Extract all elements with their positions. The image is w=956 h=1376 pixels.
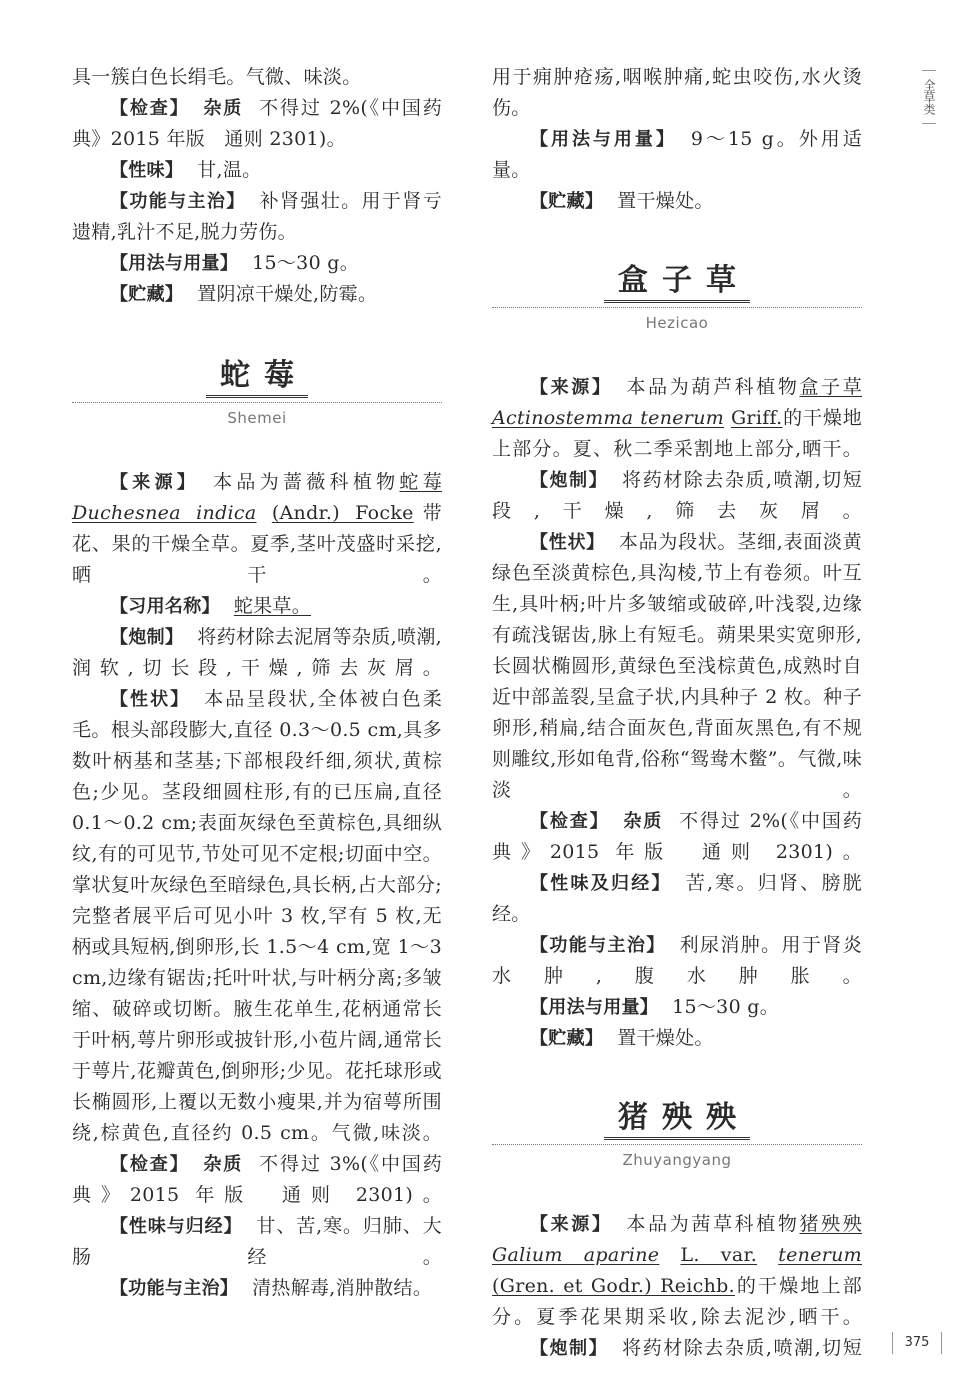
taste-label: 【性味及归经】: [530, 873, 672, 894]
latin-author: (Andr.) Focke: [271, 502, 414, 524]
usage-label: 【用法与用量】: [110, 253, 239, 274]
latin-author: L. var.: [680, 1244, 758, 1266]
processing-text: 将药材除去泥屑等杂质,喷潮,润软,切长段,干燥,筛去灰屑。: [72, 626, 443, 679]
processing-section: [492, 1333, 862, 1364]
function-text: 清热解毒,消肿散结。: [252, 1277, 433, 1299]
continued-text: 具一簇白色长绢毛。气微、味淡。: [72, 66, 362, 88]
taste-section: [72, 155, 442, 186]
function-section: [72, 186, 442, 248]
processing-label: 【炮制】: [110, 627, 184, 648]
source-section: 【来源】 本品为葫芦科植物盒子草 Actinostemma tenerum Griff.的干燥地上部分。夏、秋二季采割地上部分,晒干。: [492, 376, 862, 460]
storage-text: 置干燥处。: [617, 190, 714, 212]
taste-text: 甘、苦,寒。归肺、大肠经。: [72, 1215, 442, 1268]
side-tab: [918, 70, 940, 124]
title-divider: [492, 1144, 862, 1145]
character-text: 本品呈段状,全体被白色柔毛。根头部段膨大,直径 0.3～0.5 cm,具多数叶柄基和茎基;下部根段纤细,须状,黄棕色;少见。茎段细圆柱形,有的已压扁,直径 0.1～0.2 cm;表面灰绿色至黄棕色,具细纵纹,有的可见节,节处可见不定根;切面中空。掌状复叶灰绿色至暗绿色,具长柄,占大部分;完整者展平后可见小叶 3 枚,罕有 5 枚,无柄或具短柄,倒卵形,长 1.5～4 cm,宽 1～3 cm,边缘有锯齿;托叶叶状,与叶柄分离;多皱缩、破碎或切断。腋生花单生,花柄通常长于叶柄,萼片卵形或披针形,小苞片阔,通常长于萼片,花瓣黄色,倒卵形;少见。花托球形或长椭圆形,上覆以无数小瘦果,并为宿萼所围绕,棕黄色,直径约 0.5 cm。气微,味淡。: [72, 688, 443, 1144]
function-label: 【功能与主治】: [110, 191, 246, 212]
taste-section: [72, 1211, 442, 1273]
latin-name: Actinostemma tenerum: [492, 407, 725, 429]
usage-label: 【用法与用量】: [530, 997, 659, 1018]
title-divider: [492, 307, 862, 308]
processing-label: 【炮制】: [530, 470, 609, 491]
processing-text: 将药材除去杂质,喷潮,切短段,干燥,筛去灰屑。: [492, 469, 862, 522]
right-column: [492, 62, 862, 1364]
storage-label: 【贮藏】: [110, 284, 184, 305]
latin-name: Duchesnea indica: [72, 502, 257, 524]
title-divider: [72, 402, 442, 403]
source-label: 【来源】: [110, 472, 200, 493]
entry-title-shemei: 蛇莓: [72, 356, 442, 396]
check-text: 不得过 2%(《中国药典》2015 年版 通则 2301)。: [492, 810, 862, 863]
alias-label: 【习用名称】: [110, 596, 220, 617]
usage-section: [492, 124, 862, 186]
check-text: 不得过 3%(《中国药典》2015 年版 通则 2301)。: [72, 1153, 442, 1206]
entry-pinyin: Zhuyangyang: [622, 1151, 732, 1169]
latin-author-2: (Gren. et Godr.) Reichb.: [492, 1275, 735, 1297]
taste-text: 苦,寒。归肾、膀胱经。: [492, 872, 862, 925]
check-sub-label: 杂质: [203, 1154, 244, 1175]
side-tab-label: 全草类: [922, 79, 936, 115]
side-tab-bottom-rule: [922, 123, 936, 124]
usage-section: [72, 248, 442, 279]
check-text: 不得过 2%(《中国药典》2015 年版 通则 2301)。: [72, 97, 442, 150]
entry-title-hezicao: 盒子草: [492, 261, 862, 301]
processing-section: [492, 465, 862, 527]
storage-section: [72, 279, 442, 310]
usage-text: 15～30 g。: [672, 996, 780, 1018]
check-sub-label: 杂质: [203, 98, 244, 119]
usage-label: 【用法与用量】: [530, 129, 677, 150]
function-text: 利尿消肿。用于肾炎水肿,腹水肿胀。: [492, 934, 862, 987]
usage-text: 15～30 g。: [252, 252, 360, 274]
function-section: [492, 930, 862, 992]
usage-text: 9～15 g。外用适量。: [492, 128, 862, 181]
check-label: 【检查】: [110, 98, 190, 119]
plant-name: 猪殃殃: [799, 1213, 862, 1235]
storage-text: 置干燥处。: [617, 1027, 714, 1049]
latin-author: Griff.: [730, 407, 783, 429]
storage-section: [492, 1023, 862, 1054]
latin-variety: tenerum: [778, 1244, 862, 1266]
function-section: [72, 1273, 442, 1304]
source-label: 【来源】: [530, 377, 613, 398]
alias-text: 蛇果草。: [233, 595, 312, 617]
check-label: 【检查】: [110, 1154, 190, 1175]
storage-text: 置阴凉干燥处,防霉。: [197, 283, 378, 305]
source-section: 【来源】 本品为蔷薇科植物蛇莓 Duchesnea indica (Andr.) Focke带花、果的干燥全草。夏季,茎叶茂盛时采挖,晒干。: [72, 471, 443, 586]
usage-section: [492, 992, 862, 1023]
latin-name: Galium aparine: [492, 1244, 660, 1266]
taste-text: 甘,温。: [197, 159, 262, 181]
processing-label: 【炮制】: [530, 1338, 609, 1359]
storage-label: 【贮藏】: [530, 1028, 604, 1049]
check-section: [492, 806, 862, 868]
taste-section: [492, 868, 862, 930]
check-section: [72, 1149, 442, 1211]
left-column: [72, 62, 442, 1304]
character-section: [492, 527, 862, 806]
source-label: 【来源】: [530, 1214, 613, 1235]
character-text: 本品为段状。茎细,表面淡黄绿色至淡黄棕色,具沟棱,节上有卷须。叶互生,具叶柄;叶片多皱缩或破碎,叶浅裂,边缘有疏浅锯齿,脉上有短毛。蒴果果实宽卵形,长圆状椭圆形,黄绿色至浅棕黄色,成熟时自近中部盖裂,呈盒子状,内具种子 2 枚。种子卵形,稍扁,结合面灰色,背面灰黑色,有不规则雕纹,形如龟背,俗称“鸳鸯木鳖”。气微,味淡。: [492, 531, 862, 801]
check-label: 【检查】: [530, 811, 610, 832]
storage-label: 【贮藏】: [530, 191, 604, 212]
processing-section: [72, 622, 442, 684]
character-label: 【性状】: [530, 532, 605, 553]
storage-section: [492, 186, 862, 217]
plant-name: 蛇莓: [399, 471, 443, 493]
plant-name: 盒子草: [799, 376, 862, 398]
entry-title-zhuyangyang: 猪殃殃: [492, 1098, 862, 1138]
continued-text: 用于痈肿疮疡,咽喉肿痛,蛇虫咬伤,水火烫伤。: [492, 66, 862, 119]
character-section: [72, 684, 442, 1149]
entry-pinyin: Shemei: [227, 409, 287, 427]
taste-label: 【性味】: [110, 160, 184, 181]
alias-section: [72, 591, 442, 622]
page-number: 375: [892, 1332, 942, 1354]
character-label: 【性状】: [110, 689, 191, 710]
taste-label: 【性味与归经】: [110, 1216, 243, 1237]
function-label: 【功能与主治】: [110, 1278, 239, 1299]
function-label: 【功能与主治】: [530, 935, 666, 956]
check-sub-label: 杂质: [623, 811, 664, 832]
entry-pinyin: Hezicao: [645, 314, 709, 332]
check-section: [72, 93, 442, 155]
processing-text: 将药材除去杂质,喷潮,切短: [622, 1337, 862, 1359]
function-text: 补肾强壮。用于肾亏遗精,乳汁不足,脱力劳伤。: [72, 190, 442, 243]
source-section: 【来源】 本品为茜草科植物猪殃殃 Galium aparine L. var. tenerum (Gren. et Godr.) Reichb.的干燥地上部分。夏季花果期采收,除去泥沙,晒干。: [492, 1213, 862, 1328]
